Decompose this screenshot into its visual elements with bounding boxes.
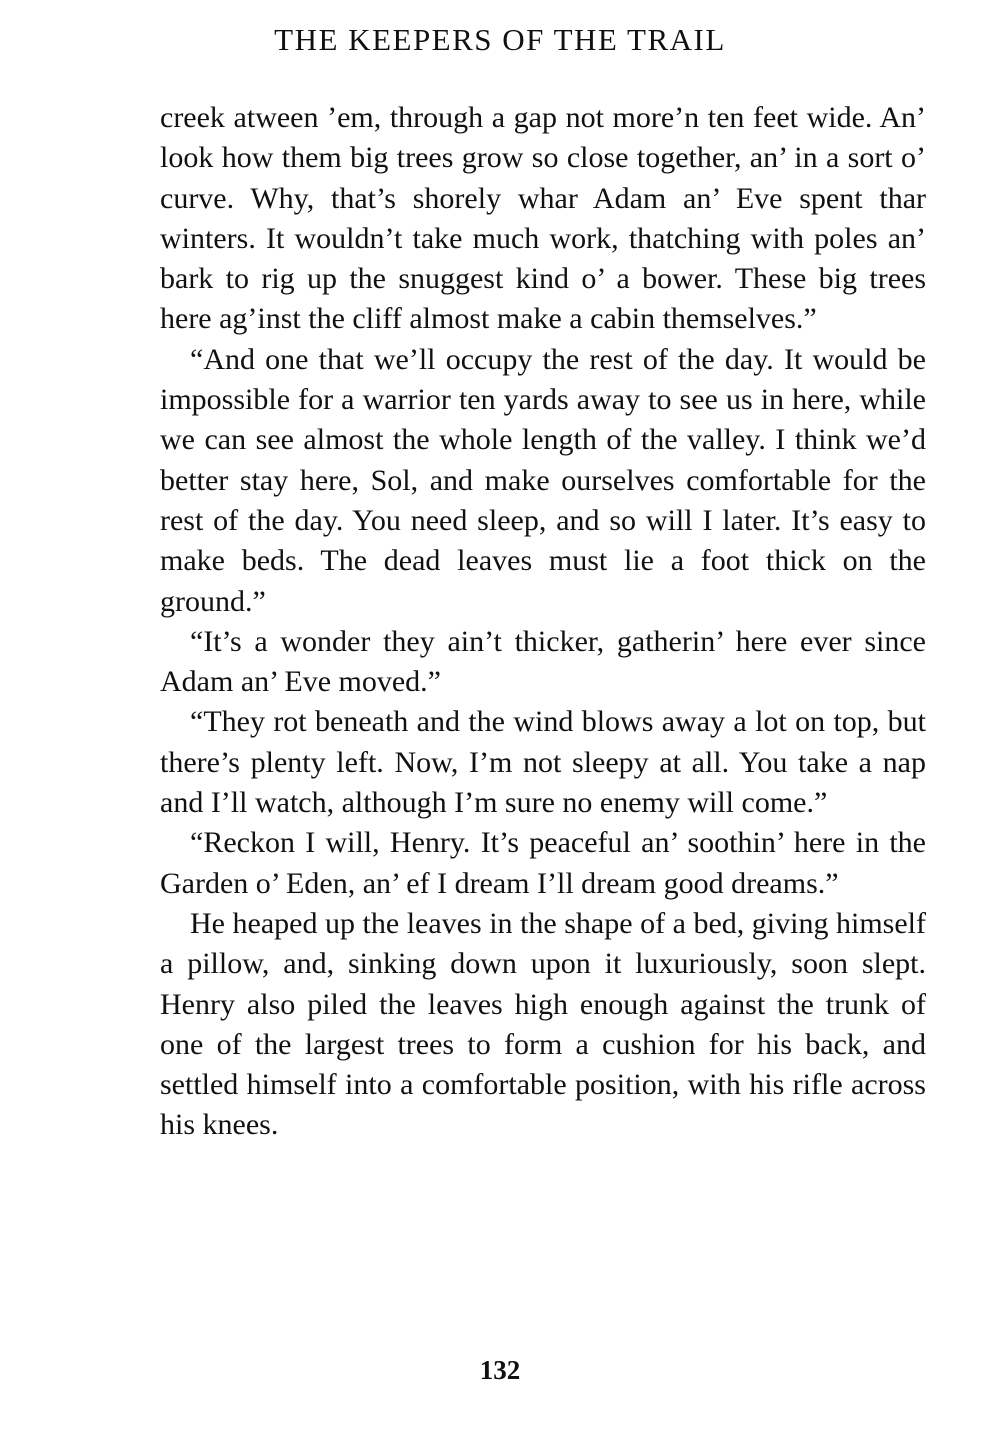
body-text — [160, 98, 926, 1146]
paragraph-continued: creek atween ’em, through a gap not more’n ten feet wide. An’ look how them big trees grow so close together, an’ in a sort o’ curve. Why, that’s shorely whar Adam an’ Eve spent thar winters. It wouldn’t take much work, thatching with poles an’ bark to rig up the snuggest kind o’ a bower. These big trees here ag’inst the cliff almost make a cabin themselves.” — [160, 101, 926, 336]
paragraph: “It’s a wonder they ain’t thicker, gatherin’ here ever since Adam an’ Eve moved.” — [160, 624, 926, 699]
paragraph: He heaped up the leaves in the shape of a bed, giving himself a pillow, and, sinking down upon it luxuriously, soon slept. Henry also piled the leaves high enough against the trunk of one of the largest trees to form a cushion for his back, and settled himself into a comfortable position, with his rifle across his knees. — [160, 906, 926, 1142]
paragraph: “They rot beneath and the wind blows away a lot on top, but there’s plenty left. Now, I’m not sleepy at all. You take a nap and I’ll watch, although I’m sure no enemy will come.” — [160, 705, 926, 820]
paragraph: “And one that we’ll occupy the rest of the day. It would be impossible for a warrior ten yards away to see us in here, while we can see almost the whole length of the valley. I think we’d better stay here, Sol, and make ourselves comfortable for the rest of the day. You need sleep, and so will I later. It’s easy to make beds. The dead leaves must lie a foot thick on the ground.” — [160, 342, 926, 618]
page-number: 132 — [479, 1355, 521, 1385]
running-head: THE KEEPERS OF THE TRAIL — [274, 22, 726, 57]
paragraph: “Reckon I will, Henry. It’s peaceful an’ soothin’ here in the Garden o’ Eden, an’ ef I dream I’ll dream good dreams.” — [160, 826, 926, 900]
